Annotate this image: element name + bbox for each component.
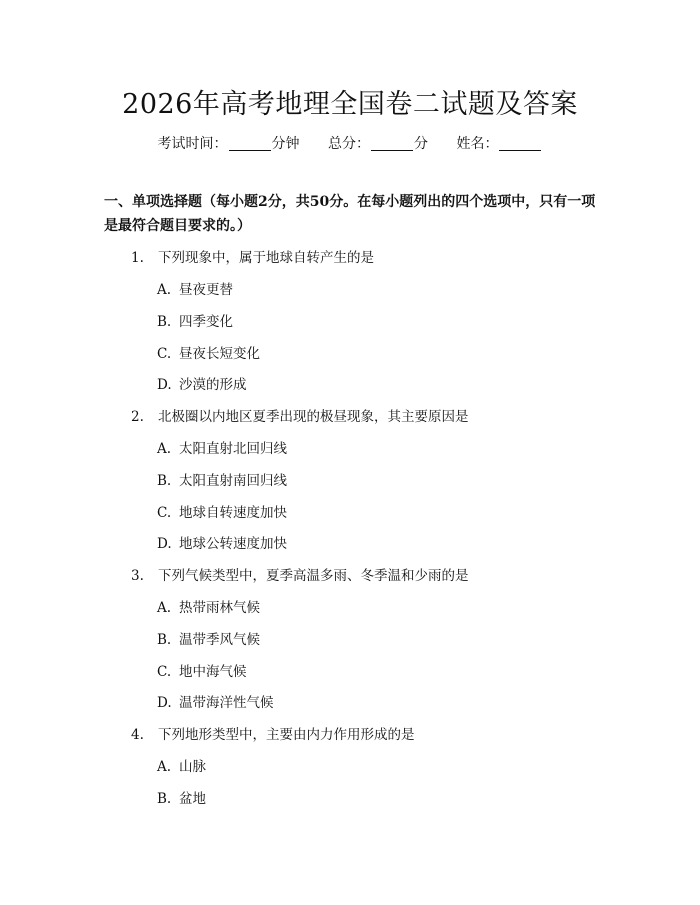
question-2-option-d (157, 532, 287, 552)
question-1-option-c (157, 342, 260, 362)
question-number: 2. (131, 409, 144, 425)
option-letter: A. (157, 441, 172, 457)
option-letter: C. (157, 664, 172, 680)
question-3-option-d (157, 691, 274, 711)
option-letter: B. (157, 473, 172, 489)
option-text: 温带季风气候 (179, 632, 260, 648)
question-number: 3. (131, 568, 144, 584)
page-title: 2026年高考地理全国卷二试题及答案 (122, 89, 578, 120)
option-text: 热带雨林气候 (179, 600, 260, 616)
option-text: 温带海洋性气候 (179, 695, 274, 711)
option-letter: B. (157, 314, 172, 330)
question-4-option-b (157, 787, 206, 807)
name-field (456, 133, 542, 153)
question-2-option-c (157, 501, 287, 521)
question-text: 北极圈以内地区夏季出现的极昼现象，其主要原因是 (158, 409, 469, 425)
option-letter: A. (157, 759, 172, 775)
option-letter: A. (157, 282, 172, 298)
option-letter: B. (157, 632, 172, 648)
time-label: 考试时间： (157, 136, 228, 152)
time-blank (229, 136, 271, 151)
option-letter: B. (157, 791, 172, 807)
option-text: 太阳直射北回归线 (179, 441, 287, 457)
question-number: 1. (131, 250, 144, 266)
option-text: 四季变化 (179, 314, 233, 330)
time-field (158, 133, 300, 153)
option-letter: C. (157, 346, 172, 362)
option-letter: A. (157, 600, 172, 616)
question-3-option-c (157, 660, 247, 680)
option-text: 昼夜更替 (179, 282, 233, 298)
time-unit: 分钟 (271, 136, 300, 152)
question-1-option-b (157, 310, 233, 330)
section-heading: 一、单项选择题（每小题2分，共50分。在每小题列出的四个选项中，只有一项是最符合题目要求的。） (104, 194, 596, 234)
option-text: 盆地 (179, 791, 206, 807)
question-3-option-a (157, 596, 260, 616)
option-text: 地球公转速度加快 (179, 536, 287, 552)
question-1 (131, 246, 374, 266)
question-number: 4. (131, 727, 144, 743)
question-2-option-a (157, 437, 287, 457)
option-text: 地球自转速度加快 (179, 505, 287, 521)
option-text: 沙漠的形成 (179, 377, 247, 393)
question-1-option-d (157, 373, 247, 393)
option-letter: D. (157, 377, 172, 393)
option-text: 昼夜长短变化 (179, 346, 260, 362)
exam-info-line (0, 133, 700, 153)
question-4-option-a (157, 755, 206, 775)
score-field (328, 133, 428, 153)
question-2 (131, 405, 469, 425)
question-4 (131, 723, 415, 743)
option-text: 山脉 (179, 759, 206, 775)
question-text: 下列地形类型中，主要由内力作用形成的是 (158, 727, 415, 743)
question-1-option-a (157, 278, 233, 298)
question-2-option-b (157, 469, 287, 489)
option-text: 地中海气候 (179, 664, 247, 680)
option-text: 太阳直射南回归线 (179, 473, 287, 489)
question-3 (131, 564, 469, 584)
score-blank (371, 136, 413, 151)
question-3-option-b (157, 628, 260, 648)
name-label: 姓名： (456, 136, 499, 152)
question-text: 下列气候类型中，夏季高温多雨、冬季温和少雨的是 (158, 568, 469, 584)
question-text: 下列现象中，属于地球自转产生的是 (158, 250, 374, 266)
name-blank (499, 136, 541, 151)
option-letter: D. (157, 536, 172, 552)
option-letter: D. (157, 695, 172, 711)
option-letter: C. (157, 505, 172, 521)
score-label: 总分： (328, 136, 370, 152)
score-unit: 分 (414, 136, 428, 152)
